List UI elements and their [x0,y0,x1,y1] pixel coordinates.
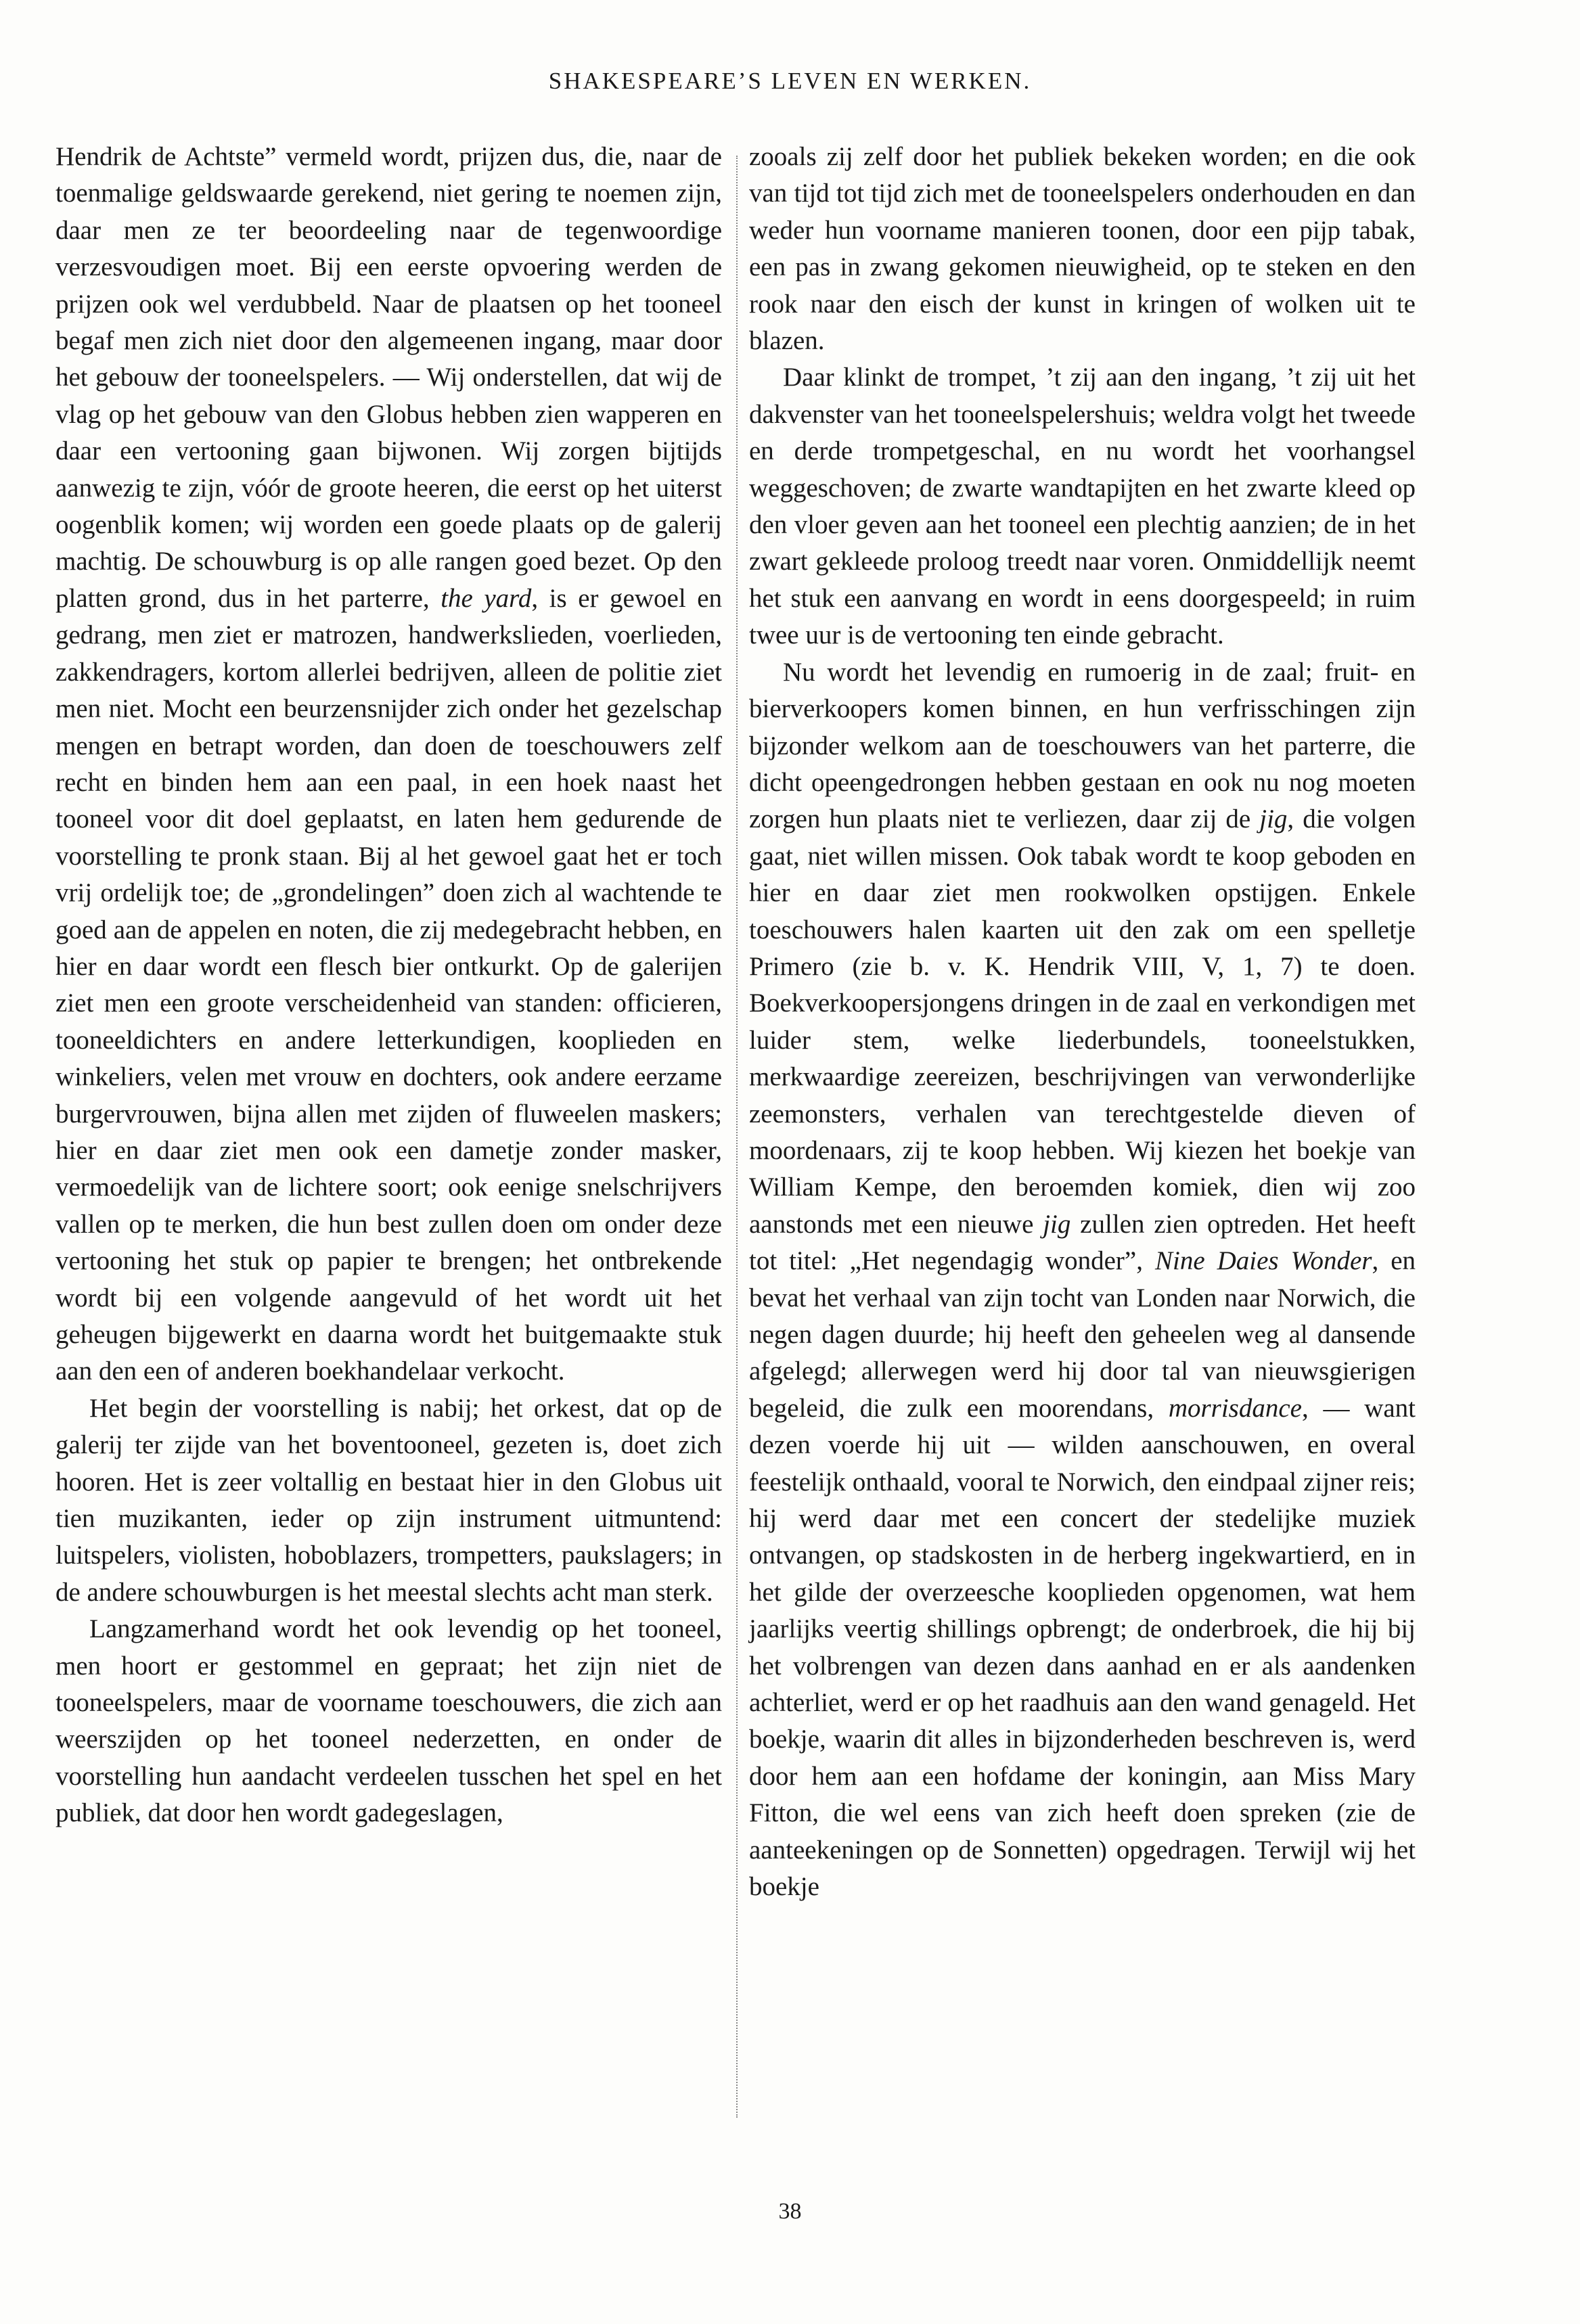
paragraph [749,654,1416,1906]
page-number: 38 [778,2199,802,2224]
italic-term: jig [1259,804,1288,834]
italic-term: jig [1043,1209,1071,1239]
left-column [55,139,722,1832]
paragraph: Het begin der voorstelling is nabij; het orkest, dat op de galerij ter zijde van het boventooneel, gezeten is, doet zich hooren. Het is zeer voltallig en bestaat hier in den Globus uit tien muzikanten, ieder op zijn instrument uitmuntend: luitspelers, violisten, hoboblazers, trompetters, paukslagers; in de andere schouwburgen is het meestal slechts acht man sterk. [55,1393,722,1607]
right-column [749,139,1416,1906]
paragraph: Daar klinkt de trompet, ’t zij aan den ingang, ’t zij uit het dakvenster van het tooneelspelershuis; weldra volgt het tweede en derde trompetgeschal, en nu wordt het voorhangsel weggeschoven; de zwarte wandtapijten en het zwarte kleed op den vloer geven aan het tooneel een plechtig aanzien; de in het zwart gekleede proloog treedt naar voren. Onmiddellijk neemt het stuk een aanvang en wordt in eens doorgespeeld; in ruim twee uur is de vertooning ten einde gebracht. [749,363,1416,650]
text-run: , die volgen gaat, niet willen missen. Ook tabak wordt te koop geboden en hier en daar ziet men rookwolken opstijgen. Enkele toeschouwers halen kaarten uit den zak om een spelletje Primero (zie b. v. K. Hendrik VIII, V, 1, 7) te doen. Boekverkoopersjongens dringen in de zaal en verkondigen met luider stem, welke liederbundels, tooneelstukken, merkwaardige zeereizen, beschrijvingen van verwonderlijke zeemonsters, verhalen van terechtgestelde dieven of moordenaars, zij te koop hebben. Wij kiezen het boekje van William Kempe, den beroemden komiek, dien wij zoo aanstonds met een nieuwe [749,804,1416,1239]
italic-term: morrisdance [1168,1393,1302,1423]
italic-term: Nine Daies Wonder [1154,1246,1372,1276]
paragraph: Langzamerhand wordt het ook levendig op het tooneel, men hoort er gestommel en gepraat; het zijn niet de tooneelspelers, maar de voorname toeschouwers, die zich aan weerszijden op het tooneel nederzetten, en onder de voorstelling hun aandacht verdeelen tusschen het spel en het publiek, dat door hen wordt gadegeslagen, [55,1614,722,1828]
column-divider [736,156,738,2118]
text-run: , — want dezen voerde hij uit — wilden aanschouwen, en overal feestelijk onthaald, vooral te Norwich, den eindpaal zijner reis; hij werd daar met een concert der stedelijke muziek ontvangen, op stadskosten in de herberg ingekwartierd, en in het gilde der overzeesche kooplieden opgenomen, wat hem jaarlijks veertig shillings opbrengt; de onderbroek, die hij bij het volbrengen van dezen dans aanhad en er als aandenken achterliet, werd er op het raadhuis aan den wand genageld. Het boekje, waarin dit alles in bijzonderheden beschreven is, werd door hem aan een hofdame der koningin, aan Miss Mary Fitton, die wel eens van zich heeft doen spreken (zie de aanteekeningen op de Sonnetten) opgedragen. Terwijl wij het boekje [749,1393,1416,1902]
paragraph [55,139,722,1390]
text-run: , en bevat het verhaal van zijn tocht van Londen naar Norwich, die negen dagen duurde; hij heeft den geheelen weg al dansende afgelegd; allerwegen werd hij door tal van nieuwsgierigen begeleid, die zulk een moorendans, [749,1246,1416,1423]
text-run: Nu wordt het levendig en rumoerig in de zaal; fruit- en bierverkoopers komen binnen, en hun verfrisschingen zijn bijzonder welkom aan de toeschouwers van het parterre, die dicht opeengedrongen hebben gestaan en ook nu nog moeten zorgen hun plaats niet te verliezen, daar zij de [749,657,1416,834]
text-run: , is er gewoel en gedrang, men ziet er matrozen, handwerkslieden, voerlieden, zakkendragers, kortom allerlei bedrijven, alleen de politie ziet men niet. Mocht een beurzensnijder zich onder het gezelschap mengen en betrapt worden, dan doen de toeschouwers zelf recht en binden hem aan een paal, in een hoek naast het tooneel voor dit doel geplaatst, en laten hem gedurende de voorstelling te pronk staan. Bij al het gewoel gaat het er toch vrij ordelijk toe; de „grondelingen” doen zich al wachtende te goed aan de appelen en noten, die zij medegebracht hebben, en hier en daar wordt een flesch bier ontkurkt. Op de galerijen ziet men een groote verscheidenheid van standen: officieren, tooneeldichters en andere letterkundigen, kooplieden en winkeliers, velen met vrouw en dochters, ook andere eerzame burgervrouwen, bijna allen met zijden of fluweelen maskers; hier en daar ziet men ook een dametje zonder masker, vermoedelijk van de lichtere soort; ook eenige snelschrijvers vallen op te merken, die hun best zullen doen om onder deze vertooning het stuk op papier te brengen; het ontbrekende wordt bij een volgende aangevuld of het wordt uit het geheugen bijgewerkt en daarna wordt het buitgemaakte stuk aan den een of anderen boekhandelaar verkocht. [55,583,723,1386]
running-title: SHAKESPEARE’S LEVEN EN WERKEN. [548,68,1032,94]
text-run: zullen zien optreden. Het heeft tot titel: „Het negendagig wonder”, [749,1209,1416,1276]
italic-term: the yard [441,583,532,613]
paragraph: zooals zij zelf door het publiek bekeken worden; en die ook van tijd tot tijd zich met de tooneelspelers onderhouden en dan weder hun voorname manieren toonen, door een pijp tabak, een pas in zwang gekomen nieuwigheid, op te steken en den rook naar den eisch der kunst in kringen of wolken uit te blazen. [749,142,1416,356]
text-run: Hendrik de Achtste” vermeld wordt, prijzen dus, die, naar de toenmalige geldswaarde gerekend, niet gering te noemen zijn, daar men ze ter beoordeeling naar de tegenwoordige verzesvoudigen moet. Bij een eerste opvoering werden de prijzen ook wel verdubbeld. Naar de plaatsen op het tooneel begaf men zich niet door den algemeenen ingang, maar door het gebouw der tooneelspelers. — Wij onderstellen, dat wij de vlag op het gebouw van den Globus hebben zien wapperen en daar een vertooning gaan bijwonen. Wij zorgen bijtijds aanwezig te zijn, vóór de groote heeren, die eerst op het uiterst oogenblik komen; wij worden een goede plaats op de galerij machtig. De schouwburg is op alle rangen goed bezet. Op den platten grond, dus in het parterre, [55,142,722,613]
